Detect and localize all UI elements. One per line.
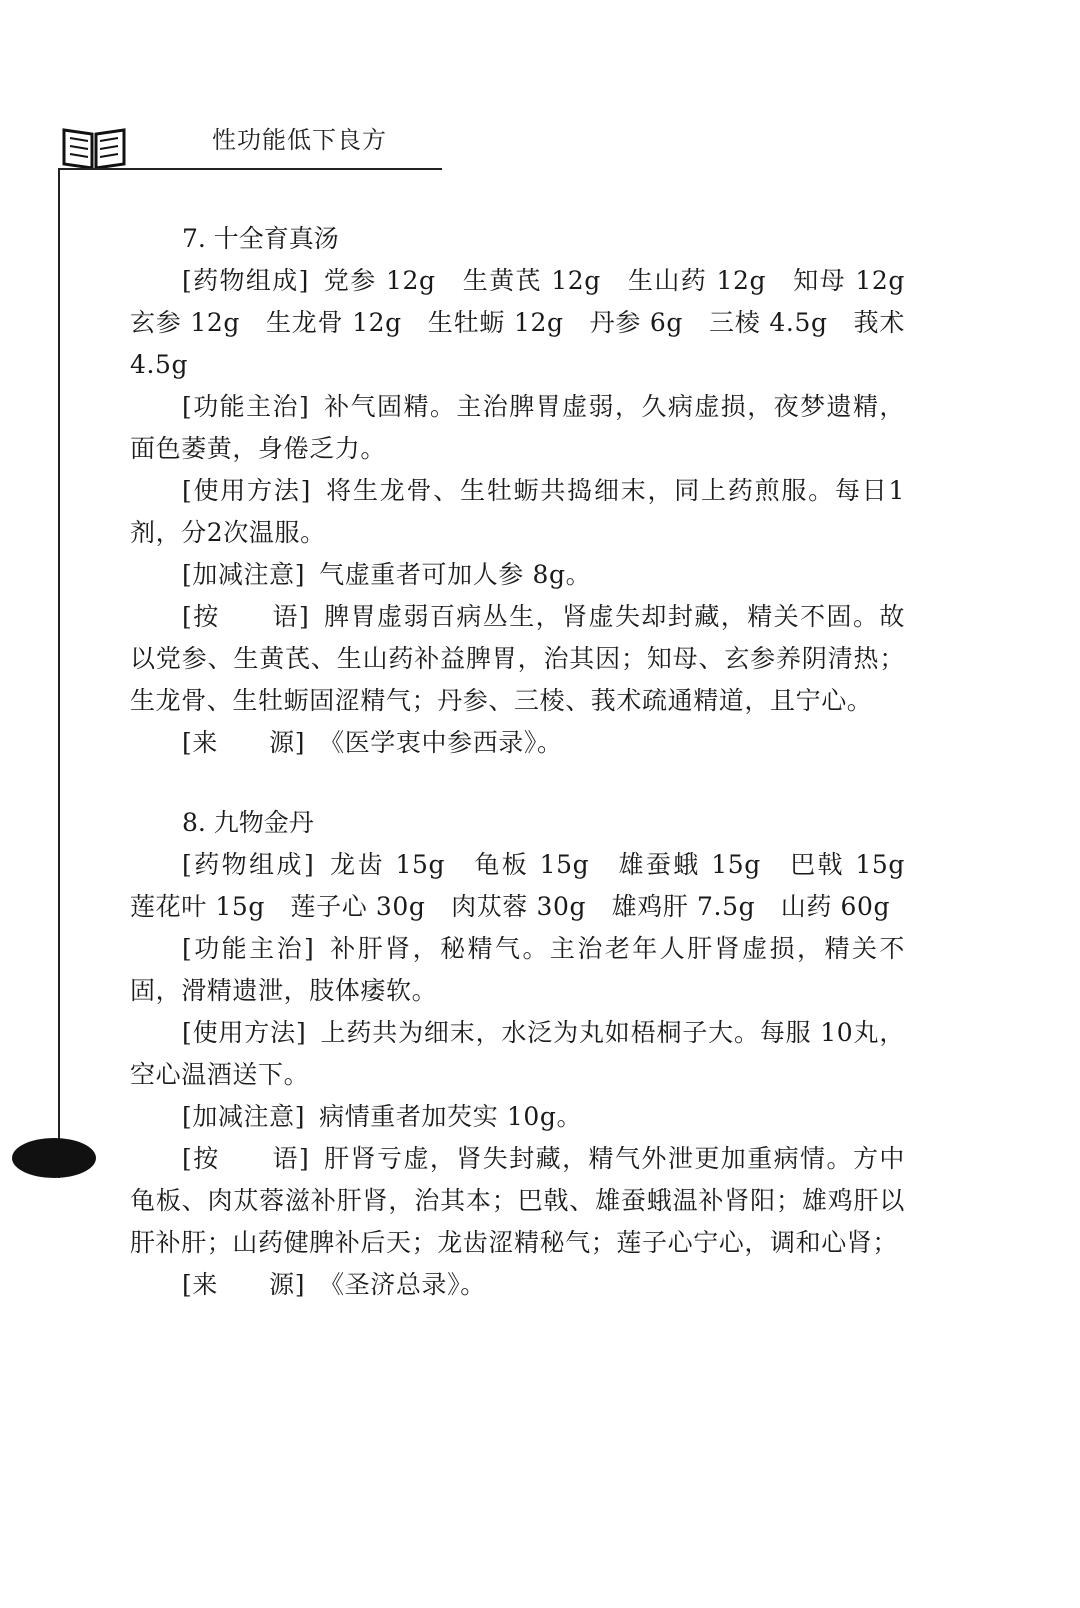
section-text: 将生龙骨、生牡蛎共捣细末，同上药煎服。每日1剂，分2次温服。 bbox=[130, 476, 906, 547]
section-text: 补肝肾，秘精气。主治老年人肝肾虚损，精关不固，滑精遗泄，肢体痿软。 bbox=[130, 934, 906, 1005]
recipe-title: 8. 九物金丹 bbox=[182, 808, 314, 837]
section-label: [使用方法] bbox=[182, 1018, 307, 1047]
section-text: 《医学衷中参西录》。 bbox=[319, 728, 563, 757]
section-paragraph bbox=[130, 1012, 905, 1096]
section-paragraph bbox=[130, 1264, 905, 1306]
section-label: [药物组成] bbox=[182, 266, 310, 295]
header-rule bbox=[58, 168, 442, 170]
section-label: [按 语] bbox=[182, 602, 310, 631]
section-text: 肝肾亏虚，肾失封藏，精气外泄更加重病情。方中龟板、肉苁蓉滋补肝肾，治其本；巴戟、雄蚕蛾温补肾阳；雄鸡肝以肝补肝；山药健脾补后天；龙齿涩精秘气；莲子心宁心，调和心肾； bbox=[130, 1144, 906, 1257]
section-paragraph bbox=[130, 722, 905, 764]
section-text: 上药共为细末，水泛为丸如梧桐子大。每服 10丸，空心温酒送下。 bbox=[130, 1018, 905, 1089]
section-paragraph bbox=[130, 596, 905, 722]
section-paragraph bbox=[130, 386, 905, 470]
section-label: [使用方法] bbox=[182, 476, 311, 505]
side-rule bbox=[58, 168, 60, 1178]
recipe-entry bbox=[130, 218, 931, 764]
section-paragraph bbox=[130, 554, 905, 596]
section-text: 龙齿 15g 龟板 15g 雄蚕蛾 15g 巴戟 15g 莲花叶 15g 莲子心 30g 肉苁蓉 30g 雄鸡肝 7.5g 山药 60g bbox=[130, 850, 931, 921]
page-tab-marker bbox=[12, 1138, 96, 1178]
section-text: 补气固精。主治脾胃虚弱，久病虚损，夜梦遗精，面色萎黄，身倦乏力。 bbox=[130, 392, 906, 463]
section-text: 党参 12g 生黄芪 12g 生山药 12g 知母 12g 玄参 12g 生龙骨 12g 生牡蛎 12g 丹参 6g 三棱 4.5g 莪术 4.5g bbox=[130, 266, 931, 379]
section-label: [来 源] bbox=[182, 1270, 306, 1299]
section-paragraph bbox=[130, 1138, 905, 1264]
section-text: 脾胃虚弱百病丛生，肾虚失却封藏，精关不固。故以党参、生黄芪、生山药补益脾胃，治其因；知母、玄参养阴清热；生龙骨、生牡蛎固涩精气；丹参、三棱、莪术疏通精道，且宁心。 bbox=[130, 602, 906, 715]
section-text: 气虚重者可加人参 8g。 bbox=[319, 560, 592, 589]
section-label: [加减注意] bbox=[182, 560, 306, 589]
section-paragraph bbox=[130, 1096, 905, 1138]
section-label: [功能主治] bbox=[182, 392, 310, 421]
section-label: [加减注意] bbox=[182, 1102, 306, 1131]
recipe-entry bbox=[130, 802, 931, 1306]
section-label: [来 源] bbox=[182, 728, 306, 757]
section-label: [功能主治] bbox=[182, 934, 315, 963]
running-title: 性功能低下良方 bbox=[212, 126, 387, 154]
section-paragraph bbox=[130, 844, 931, 928]
section-paragraph bbox=[130, 928, 905, 1012]
recipe-title: 7. 十全育真汤 bbox=[182, 224, 339, 253]
section-paragraph bbox=[130, 470, 905, 554]
section-label: [药物组成] bbox=[182, 850, 315, 879]
section-text: 病情重者加芡实 10g。 bbox=[319, 1102, 583, 1131]
section-label: [按 语] bbox=[182, 1144, 310, 1173]
page-content bbox=[130, 218, 931, 1306]
section-paragraph bbox=[130, 260, 931, 386]
open-book-icon bbox=[62, 124, 126, 170]
section-text: 《圣济总录》。 bbox=[319, 1270, 486, 1299]
